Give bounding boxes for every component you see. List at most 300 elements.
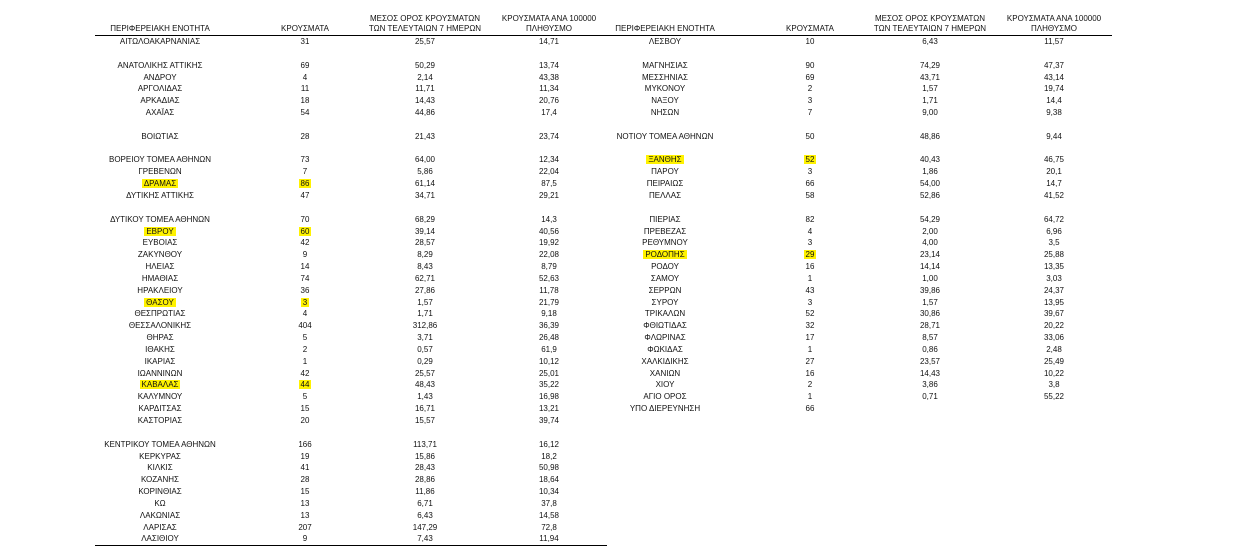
table-row [600,344,1112,356]
cases-cell [770,190,850,202]
region-cell [600,297,730,309]
cases-cell-text: 207 [298,522,312,532]
spacer-row [600,48,1112,60]
cases-cell [265,107,345,119]
cases-cell [770,107,850,119]
table-row [95,285,607,297]
region-cell [95,510,225,522]
avg7-cell-text: 3,71 [417,333,433,343]
region-cell-text: ΡΟΔΟΠΗΣ [645,250,685,260]
avg7-cell [357,214,493,226]
avg7-cell [357,379,493,391]
region-cell-text: ΡΟΔΟΥ [651,262,679,272]
per100k-cell-text: 25,49 [1043,356,1065,366]
spacer-row [95,427,607,439]
avg7-cell-text: 40,43 [919,155,941,165]
per100k-cell [489,486,609,498]
region-cell [95,226,225,238]
table-row [600,214,1112,226]
avg7-cell-text: 147,29 [412,522,438,532]
per100k-cell [994,237,1114,249]
table-row [95,237,607,249]
per100k-cell [489,344,609,356]
region-cell-text: ΗΡΑΚΛΕΙΟΥ [137,285,183,295]
cases-cell-text: 9 [302,250,308,260]
cases-cell-text: 52 [805,155,815,165]
avg7-cell [357,72,493,84]
per100k-cell [994,249,1114,261]
per100k-cell-text: 16,12 [538,439,560,449]
avg7-cell-text: 15,86 [414,451,436,461]
cases-cell [770,83,850,95]
cases-cell-text: 28 [300,475,310,485]
per100k-cell-text: 21,79 [538,297,560,307]
avg7-cell-text: 44,86 [414,108,436,118]
avg7-cell-text: 27,86 [414,285,436,295]
table-row [95,415,607,427]
header-per100k [994,14,1114,34]
avg7-cell [862,178,998,190]
avg7-cell [357,107,493,119]
avg7-cell [357,131,493,143]
region-cell-text: ΚΕΝΤΡΙΚΟΥ ΤΟΜΕΑ ΑΘΗΝΩΝ [104,439,216,449]
cases-cell [770,273,850,285]
region-cell-text: ΚΑΛΥΜΝΟΥ [137,392,183,402]
cases-cell [265,83,345,95]
per100k-cell-text: 33,06 [1043,333,1065,343]
cases-cell-text: 60 [300,226,310,236]
table-row [600,178,1112,190]
per100k-cell [489,510,609,522]
left-table-header [95,8,607,36]
cases-cell [770,356,850,368]
per100k-cell [489,285,609,297]
per100k-cell [489,107,609,119]
cases-cell [265,451,345,463]
cases-cell-text: 47 [300,190,310,200]
region-cell [95,344,225,356]
region-cell [95,415,225,427]
region-cell [95,498,225,510]
avg7-cell [357,166,493,178]
header-region: ΠΕΡΙΦΕΡΕΙΑΚΗ ΕΝΟΤΗΤΑ [615,24,715,33]
region-cell [95,154,225,166]
avg7-cell-text: 39,14 [414,226,436,236]
cases-cell [770,95,850,107]
region-cell-text: ΔΥΤΙΚΗΣ ΑΤΤΙΚΗΣ [126,190,194,200]
per100k-cell [489,154,609,166]
region-cell [95,36,225,48]
region-cell [95,273,225,285]
avg7-cell-text: 0,57 [417,344,433,354]
region-cell-text: ΝΟΤΙΟΥ ΤΟΜΕΑ ΑΘΗΝΩΝ [616,131,714,141]
per100k-cell [994,320,1114,332]
avg7-cell [862,190,998,202]
per100k-cell [994,166,1114,178]
cases-cell-text: 1 [807,392,813,402]
table-row [600,83,1112,95]
cases-cell-text: 16 [805,262,815,272]
region-cell [600,36,730,48]
per100k-cell [994,332,1114,344]
avg7-cell-text: 6,43 [922,37,938,46]
avg7-cell [357,36,493,48]
region-cell-text: ΦΩΚΙΔΑΣ [647,344,683,354]
header-per100k-line2: ΠΛΗΘΥΣΜΟ [1030,24,1078,33]
per100k-cell [994,178,1114,190]
cases-cell [265,320,345,332]
region-cell [95,60,225,72]
cases-cell [265,510,345,522]
region-cell [95,451,225,463]
avg7-cell-text: 30,86 [919,309,941,319]
per100k-cell [489,95,609,107]
region-cell-text: ΓΡΕΒΕΝΩΝ [138,167,182,177]
region-cell [600,226,730,238]
cases-cell [265,237,345,249]
avg7-cell-text: 68,29 [414,214,436,224]
avg7-cell-text: 61,14 [414,179,436,189]
avg7-cell-text: 21,43 [414,131,436,141]
per100k-cell-text: 72,8 [541,522,557,532]
spacer-row [600,202,1112,214]
cases-cell-text: 166 [298,439,312,449]
avg7-cell-text: 5,86 [417,167,433,177]
avg7-cell [862,166,998,178]
avg7-cell [862,379,998,391]
cases-cell-text: 54 [300,108,310,118]
avg7-cell-text: 25,57 [414,37,436,46]
avg7-cell-text: 14,43 [414,96,436,106]
region-cell [95,83,225,95]
avg7-cell-text: 7,43 [417,534,433,544]
region-cell-text: ΚΟΖΑΝΗΣ [140,475,180,485]
table-row [600,107,1112,119]
right-table-header [600,8,1112,36]
table-row [600,95,1112,107]
cases-cell [770,379,850,391]
region-cell [600,308,730,320]
per100k-cell-text: 47,37 [1043,60,1065,70]
region-cell-text: ΠΕΙΡΑΙΩΣ [646,179,684,189]
cases-cell [770,320,850,332]
avg7-cell [862,308,998,320]
region-cell [95,308,225,320]
table-row [95,178,607,190]
cases-cell [770,178,850,190]
cases-cell-text: 66 [805,179,815,189]
region-cell [95,356,225,368]
cases-cell-text: 74 [300,273,310,283]
region-cell-text: ΔΡΑΜΑΣ [143,179,177,189]
per100k-cell-text: 2,48 [1046,344,1062,354]
cases-cell-text: 14 [300,262,310,272]
region-cell-text: ΒΟΙΩΤΙΑΣ [141,131,179,141]
per100k-cell-text: 14,3 [541,214,557,224]
cases-cell [770,285,850,297]
table-row [95,95,607,107]
table-row [95,462,607,474]
cases-cell [265,533,345,545]
per100k-cell-text: 50,98 [538,463,560,473]
region-cell [600,368,730,380]
cases-cell-text: 3 [807,297,813,307]
per100k-cell-text: 13,35 [1043,262,1065,272]
per100k-cell [994,154,1114,166]
per100k-cell-text: 29,21 [538,190,560,200]
avg7-cell [357,308,493,320]
per100k-cell-text: 55,22 [1043,392,1065,402]
table-row [600,72,1112,84]
per100k-cell [489,462,609,474]
cases-cell-text: 4 [807,226,813,236]
cases-cell-text: 13 [300,510,310,520]
cases-cell [265,332,345,344]
header-avg7-line2: ΤΩΝ ΤΕΛΕΥΤΑΙΩΝ 7 ΗΜΕΡΩΝ [873,24,987,33]
avg7-cell [862,391,998,403]
cases-cell [265,368,345,380]
region-cell [95,474,225,486]
per100k-cell [994,273,1114,285]
region-cell [95,320,225,332]
region-cell-text: ΙΩΑΝΝΙΝΩΝ [137,368,183,378]
per100k-cell [489,474,609,486]
table-row [95,533,607,545]
region-cell-text: ΛΑΣΙΘΙΟΥ [141,534,179,544]
per100k-cell [994,226,1114,238]
region-cell-text: ΥΠΟ ΔΙΕΡΕΥΝΗΣΗ [629,404,701,414]
table-row [95,154,607,166]
avg7-cell-text: 48,86 [919,131,941,141]
per100k-cell-text: 26,48 [538,333,560,343]
table-row [95,439,607,451]
per100k-cell-text: 11,34 [539,84,559,94]
region-cell-text: ΞΑΝΘΗΣ [648,155,682,165]
cases-cell-text: 36 [300,285,310,295]
avg7-cell [357,415,493,427]
header-avg7 [862,14,998,34]
avg7-cell [862,285,998,297]
header-cases: ΚΡΟΥΣΜΑΤΑ [786,24,834,33]
cases-cell [770,226,850,238]
table-row [600,273,1112,285]
cases-cell-text: 70 [300,214,310,224]
table-row [95,190,607,202]
avg7-cell [862,226,998,238]
cases-cell-text: 17 [805,333,815,343]
per100k-cell [994,356,1114,368]
region-cell-text: ΛΑΚΩΝΙΑΣ [139,510,181,520]
per100k-cell [489,308,609,320]
avg7-cell [862,36,998,48]
table-row [95,72,607,84]
per100k-cell [994,131,1114,143]
per100k-cell [994,60,1114,72]
region-cell-text: ΛΑΡΙΣΑΣ [143,522,177,532]
spacer-row [95,202,607,214]
cases-cell-text: 3 [807,167,813,177]
avg7-cell [357,190,493,202]
per100k-cell [489,415,609,427]
region-cell-text: ΒΟΡΕΙΟΥ ΤΟΜΕΑ ΑΘΗΝΩΝ [108,155,212,165]
table-row [600,249,1112,261]
avg7-cell-text: 39,86 [919,285,941,295]
region-cell-text: ΜΥΚΟΝΟΥ [644,84,686,94]
header-per100k [489,14,609,34]
per100k-cell-text: 11,57 [1044,37,1064,46]
avg7-cell [357,237,493,249]
cases-cell-text: 58 [805,190,815,200]
cases-cell-text: 13 [300,498,310,508]
avg7-cell [862,356,998,368]
header-avg7-line1: ΜΕΣΟΣ ΟΡΟΣ ΚΡΟΥΣΜΑΤΩΝ [874,14,986,23]
region-cell-text: ΠΕΛΛΑΣ [648,190,682,200]
cases-cell [265,379,345,391]
table-row [95,332,607,344]
header-avg7 [357,14,493,34]
cases-cell [265,72,345,84]
per100k-cell [489,72,609,84]
table-row [600,308,1112,320]
region-cell-text: ΑΝΑΤΟΛΙΚΗΣ ΑΤΤΙΚΗΣ [117,60,203,70]
region-cell-text: ΜΑΓΝΗΣΙΑΣ [642,60,688,70]
per100k-cell [994,379,1114,391]
avg7-cell-text: 6,71 [417,498,433,508]
region-cell [95,297,225,309]
avg7-cell-text: 0,29 [417,356,433,366]
region-cell-text: ΑΝΔΡΟΥ [143,72,177,82]
region-cell [95,285,225,297]
spacer-row [600,119,1112,131]
per100k-cell-text: 22,04 [538,167,560,177]
cases-cell-text: 7 [302,167,308,177]
per100k-cell-text: 39,67 [1043,309,1065,319]
per100k-cell-text: 43,14 [1043,72,1065,82]
region-cell-text: ΣΕΡΡΩΝ [648,285,682,295]
per100k-cell [489,237,609,249]
table-row [95,261,607,273]
avg7-cell [357,320,493,332]
cases-cell [265,498,345,510]
avg7-cell [357,498,493,510]
per100k-cell [994,72,1114,84]
avg7-cell [357,391,493,403]
per100k-cell-text: 10,22 [1043,368,1065,378]
region-cell-text: ΑΡΚΑΔΙΑΣ [140,96,180,106]
avg7-cell [357,510,493,522]
cases-cell [265,462,345,474]
cases-cell-text: 82 [805,214,815,224]
region-cell-text: ΖΑΚΥΝΘΟΥ [137,250,183,260]
region-cell [600,214,730,226]
per100k-cell [489,178,609,190]
region-cell [95,462,225,474]
avg7-cell-text: 2,14 [417,72,433,82]
region-cell [600,285,730,297]
region-cell [600,83,730,95]
table-row [600,154,1112,166]
avg7-cell-text: 54,29 [919,214,941,224]
header-cases: ΚΡΟΥΣΜΑΤΑ [281,24,329,33]
cases-cell-text: 5 [302,333,308,343]
avg7-cell [357,368,493,380]
table-row [95,522,607,534]
region-cell [95,95,225,107]
region-cell-text: ΠΙΕΡΙΑΣ [649,214,681,224]
cases-cell [770,131,850,143]
avg7-cell [357,474,493,486]
region-cell [95,522,225,534]
cases-cell [265,403,345,415]
avg7-cell-text: 14,14 [919,262,941,272]
per100k-cell-text: 13,95 [1043,297,1065,307]
region-cell-text: ΘΕΣΠΡΩΤΙΑΣ [134,309,186,319]
cases-cell [265,285,345,297]
per100k-cell-text: 25,01 [538,368,560,378]
table-row [600,60,1112,72]
region-cell [600,107,730,119]
cases-cell-text: 41 [300,463,310,473]
avg7-cell-text: 3,86 [922,380,938,390]
avg7-cell [862,107,998,119]
avg7-cell [357,226,493,238]
region-cell-text: ΕΒΡΟΥ [146,226,174,236]
region-cell [600,72,730,84]
per100k-cell [489,332,609,344]
per100k-cell-text: 3,5 [1048,238,1060,248]
per100k-cell-text: 19,74 [1043,84,1065,94]
cases-cell-text: 86 [300,179,310,189]
region-cell [95,368,225,380]
avg7-cell [357,486,493,498]
per100k-cell [489,439,609,451]
right-table [600,8,1112,415]
cases-cell [265,95,345,107]
table-row [95,107,607,119]
region-cell [600,356,730,368]
per100k-cell [994,368,1114,380]
cases-cell-text: 4 [302,72,308,82]
per100k-cell [489,214,609,226]
table-row [600,36,1112,48]
region-cell [600,190,730,202]
cases-cell-text: 42 [300,368,310,378]
per100k-cell-text: 52,63 [538,273,560,283]
region-cell [600,95,730,107]
per100k-cell-text: 9,44 [1046,131,1062,141]
cases-cell-text: 7 [807,108,813,118]
cases-cell-text: 69 [300,60,310,70]
cases-cell-text: 11 [300,84,310,94]
header-per100k-line1: ΚΡΟΥΣΜΑΤΑ ΑΝΑ 100000 [501,14,597,23]
table-row [95,308,607,320]
per100k-cell [489,356,609,368]
per100k-cell-text: 41,52 [1043,190,1065,200]
avg7-cell [862,83,998,95]
avg7-cell [862,368,998,380]
avg7-cell-text: 62,71 [414,273,436,283]
per100k-cell-text: 35,22 [538,380,560,390]
region-cell-text: ΣΑΜΟΥ [650,273,680,283]
region-cell-text: ΤΡΙΚΑΛΩΝ [644,309,686,319]
region-cell [600,391,730,403]
left-table-body [95,36,607,545]
avg7-cell [862,261,998,273]
per100k-cell [489,297,609,309]
table-row [600,332,1112,344]
region-cell-text: ΗΛΕΙΑΣ [145,262,175,272]
avg7-cell-text: 16,71 [414,404,436,414]
